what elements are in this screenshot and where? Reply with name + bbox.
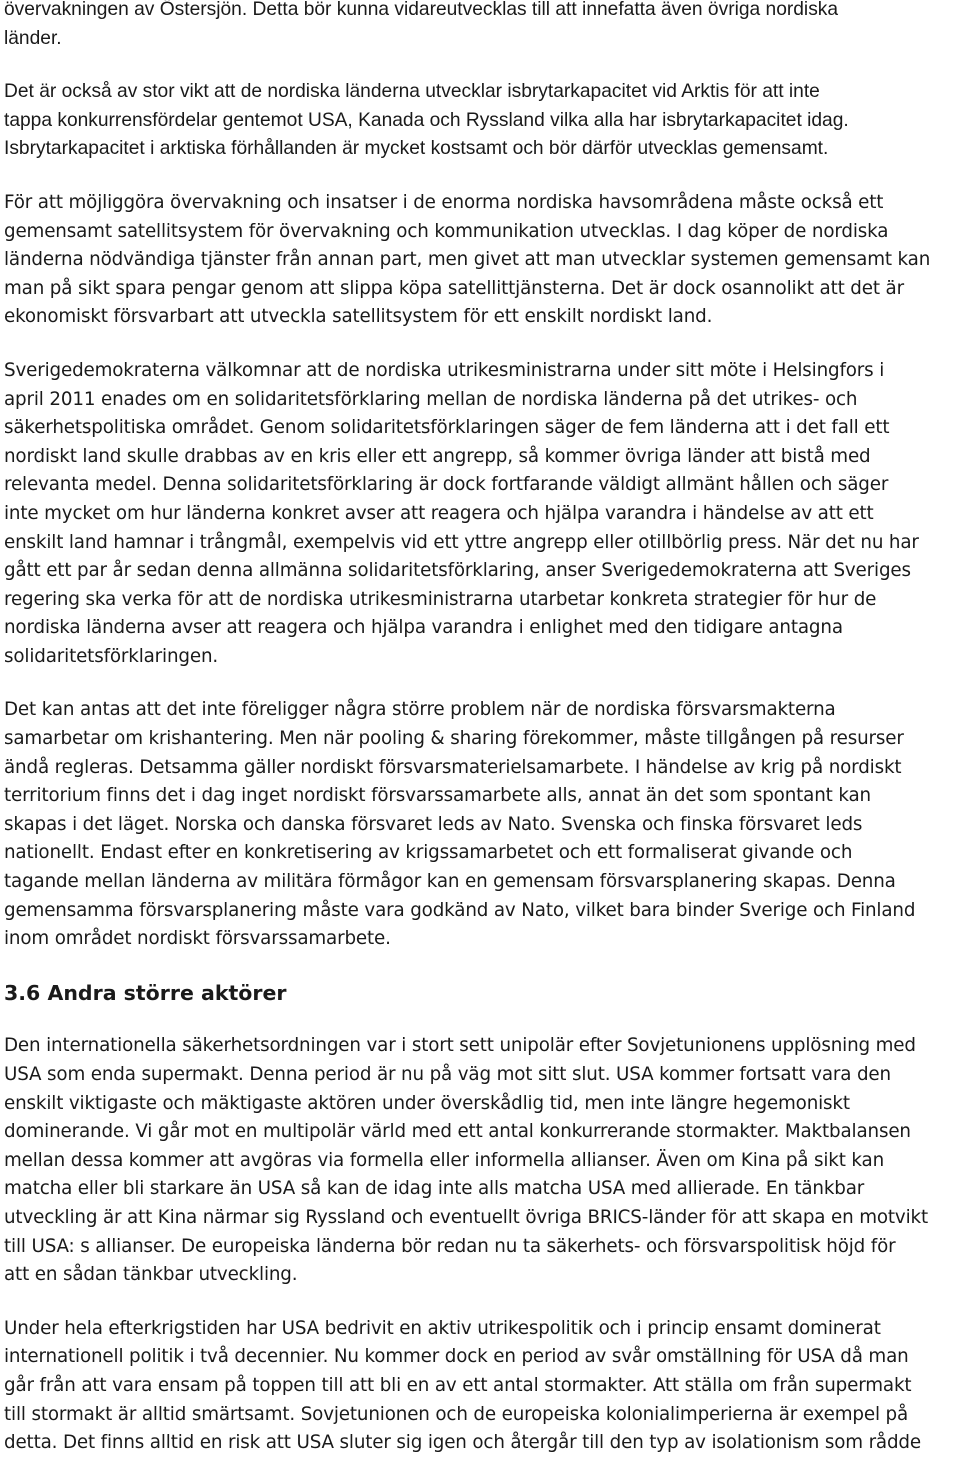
paragraph-satellite-system: För att möjliggöra övervakning och insatser i de enorma nordiska havsområdena måste också ett gemensamt satellitsystem för övervakning och kommunikation utvecklas. I dag köper de nordiska länderna nödvändiga tjänster från annan part, men givet att man utvecklar systemen gemensamt kan man på sikt spara pengar genom att slippa köpa satellittjänsterna. Det är dock osannolikt att det är ekonomiskt försvarbart att utveckla satellitsystem för ett enskilt nordiskt land.: [4, 191, 931, 328]
paragraph-defence-cooperation: Det kan antas att det inte föreligger några större problem när de nordiska försvarsmakterna samarbetar om krishantering. Men när pooling & sharing förekommer, måste tillgången på resurser ändå regleras. Detsamma gäller nordiskt försvarsmaterielsamarbete. I händelse av krig på nordiskt territorium finns det i dag inget nordiskt försvarssamarbete alls, annat än det som spontant kan skapas i det läget. Norska och danska försvaret leds av Nato. Svenska och finska försvaret leds nationellt. Endast efter en konkretisering av krigssamarbetet och ett formaliserat givande och tagande mellan länderna av militära förmågor kan en gemensam försvarsplanering skapas. Denna gemensamma försvarsplanering måste vara godkänd av Nato, vilket bara binder Sverige och Finland inom området nordiskt försvarssamarbete.: [4, 699, 916, 950]
section-heading: 3.6 Andra större aktörer: [4, 980, 287, 1005]
paragraph-usa-foreign-policy: Under hela efterkrigstiden har USA bedrivit en aktiv utrikespolitik och i princip ensamt dominerat internationell politik i två decennier. Nu kommer dock en period av svår omställning för USA då man går från att vara ensam på toppen till att bli en av ett antal stormakter. Att ställa om från supermakt till stormakt är alltid smärtsamt. Sovjetunionen och de europeiska kolonialimperierna är exempel på detta. Det finns alltid en risk att USA sluter sig igen och återgår till den typ av isolationism som rådde: [4, 1317, 921, 1454]
paragraph-security-order: Den internationella säkerhetsordningen var i stort sett unipolär efter Sovjetunionens upplösning med USA som enda supermakt. Denna period är nu på väg mot sitt slut. USA kommer fortsatt vara den enskilt viktigaste och mäktigaste aktören under överskådlig tid, men inte längre hegemoniskt dominerande. Vi går mot en multipolär värld med ett antal konkurrerande stormakter. Maktbalansen mellan dessa kommer att avgöras via formella eller informella allianser. Även om Kina på sikt kan matcha eller bli starkare än USA så kan de idag inte alls matcha USA med allierade. En tänkbar utveckling är att Kina närmar sig Ryssland och eventuellt övriga BRICS-länder för att skapa en motvikt till USA: s allianser. De europeiska länderna bör redan nu ta säkerhets- och försvarspolitisk höjd för att en sådan tänkbar utveckling.: [4, 1035, 928, 1286]
paragraph-baltic-surveillance: övervakningen av Östersjön. Detta bör kunna vidareutvecklas till att innefatta även övriga nordiska länder.: [4, 0, 839, 49]
document-page: [4, 0, 960, 1483]
paragraph-solidarity-declaration: Sverigedemokraterna välkomnar att de nordiska utrikesministrarna under sitt möte i Helsingfors i april 2011 enades om en solidaritetsförklaring mellan de nordiska länderna på det utrikes- och säkerhetspolitiska området. Genom solidaritetsförklaringen säger de fem länderna att i det fall ett nordiskt land skulle drabbas av en kris eller ett angrepp, så kommer övriga länder att bistå med relevanta medel. Denna solidaritetsförklaring är dock fortfarande väldigt allmänt hållen och säger inte mycket om hur länderna konkret avser att reagera och hjälpa varandra i händelse av att ett enskilt land hamnar i trångmål, exempelvis vid ett yttre angrepp eller otillbörlig press. När det nu har gått ett par år sedan denna allmänna solidaritetsförklaring, anser Sverigedemokraterna att Sveriges regering ska verka för att de nordiska utrikesministrarna utarbetar konkreta strategier för hur de nordiska länderna avser att reagera och hjälpa varandra i enlighet med den tidigare antagna solidaritetsförklaringen.: [4, 359, 919, 667]
paragraph-icebreaker-capacity: Det är också av stor vikt att de nordiska länderna utvecklar isbrytarkapacitet vid Arktis för att inte tappa konkurrensfördelar gentemot USA, Kanada och Ryssland vilka alla har isbrytarkapacitet idag. Isbrytarkapacitet i arktiska förhållanden är mycket kostsamt och bör därför utvecklas gemensamt.: [4, 81, 849, 160]
